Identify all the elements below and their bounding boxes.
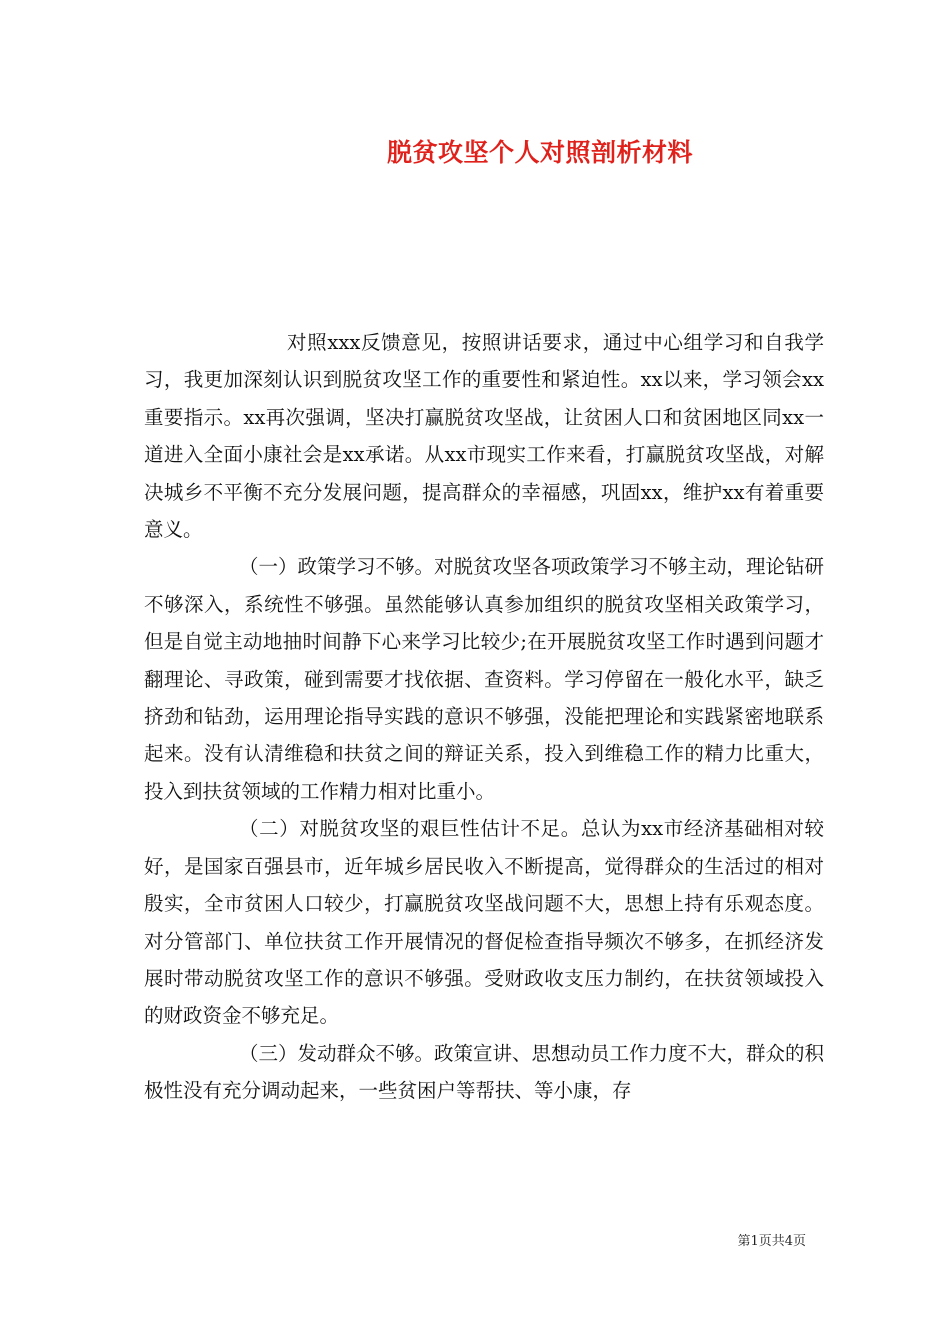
document-title: 脱贫攻坚个人对照剖析材料 (386, 138, 693, 167)
page-number-footer: 第1页共4页 (737, 1234, 806, 1249)
paragraph-intro: 对照xxx反馈意见，按照讲话要求，通过中心组学习和自我学习，我更加深刻认识到脱贫攻坚工作的重要性和紧迫性。xx以来，学习领会xx重要指示。xx再次强调，坚决打赢脱贫攻坚战，让贫困人口和贫困地区同xx一道进入全面小康社会是xx承诺。从xx市现实工作来看，打赢脱贫攻坚战，对解决城乡不平衡不充分发展问题，提高群众的幸福感，巩固xx，维护xx有着重要意义。 (144, 331, 824, 542)
paragraph-section-3: （三）发动群众不够。政策宣讲、思想动员工作力度不大，群众的积极性没有充分调动起来，一些贫困户等帮扶、等小康，存 (144, 1041, 825, 1103)
paragraph-section-1: （一）政策学习不够。对脱贫攻坚各项政策学习不够主动，理论钻研不够深入，系统性不够强。虽然能够认真参加组织的脱贫攻坚相关政策学习，但是自觉主动地抽时间静下心来学习比较少;在开展脱贫攻坚工作时遇到问题才翻理论、寻政策，碰到需要才找依据、查资料。学习停留在一般化水平，缺乏挤劲和钻劲，运用理论指导实践的意识不够强，没能把理论和实践紧密地联系起来。没有认清维稳和扶贫之间的辩证关系，投入到维稳工作的精力比重大，投入到扶贫领域的工作精力相对比重小。 (144, 555, 825, 803)
paragraph-section-2: （二）对脱贫攻坚的艰巨性估计不足。总认为xx市经济基础相对较好，是国家百强县市，近年城乡居民收入不断提高，觉得群众的生活过的相对殷实，全市贫困人口较少，打赢脱贫攻坚战问题不大，思想上持有乐观态度。对分管部门、单位扶贫工作开展情况的督促检查指导频次不够多，在抓经济发展时带动脱贫攻坚工作的意识不够强。受财政收支压力制约，在扶贫领域投入的财政资金不够充足。 (144, 817, 824, 1028)
document-body (144, 324, 824, 1110)
